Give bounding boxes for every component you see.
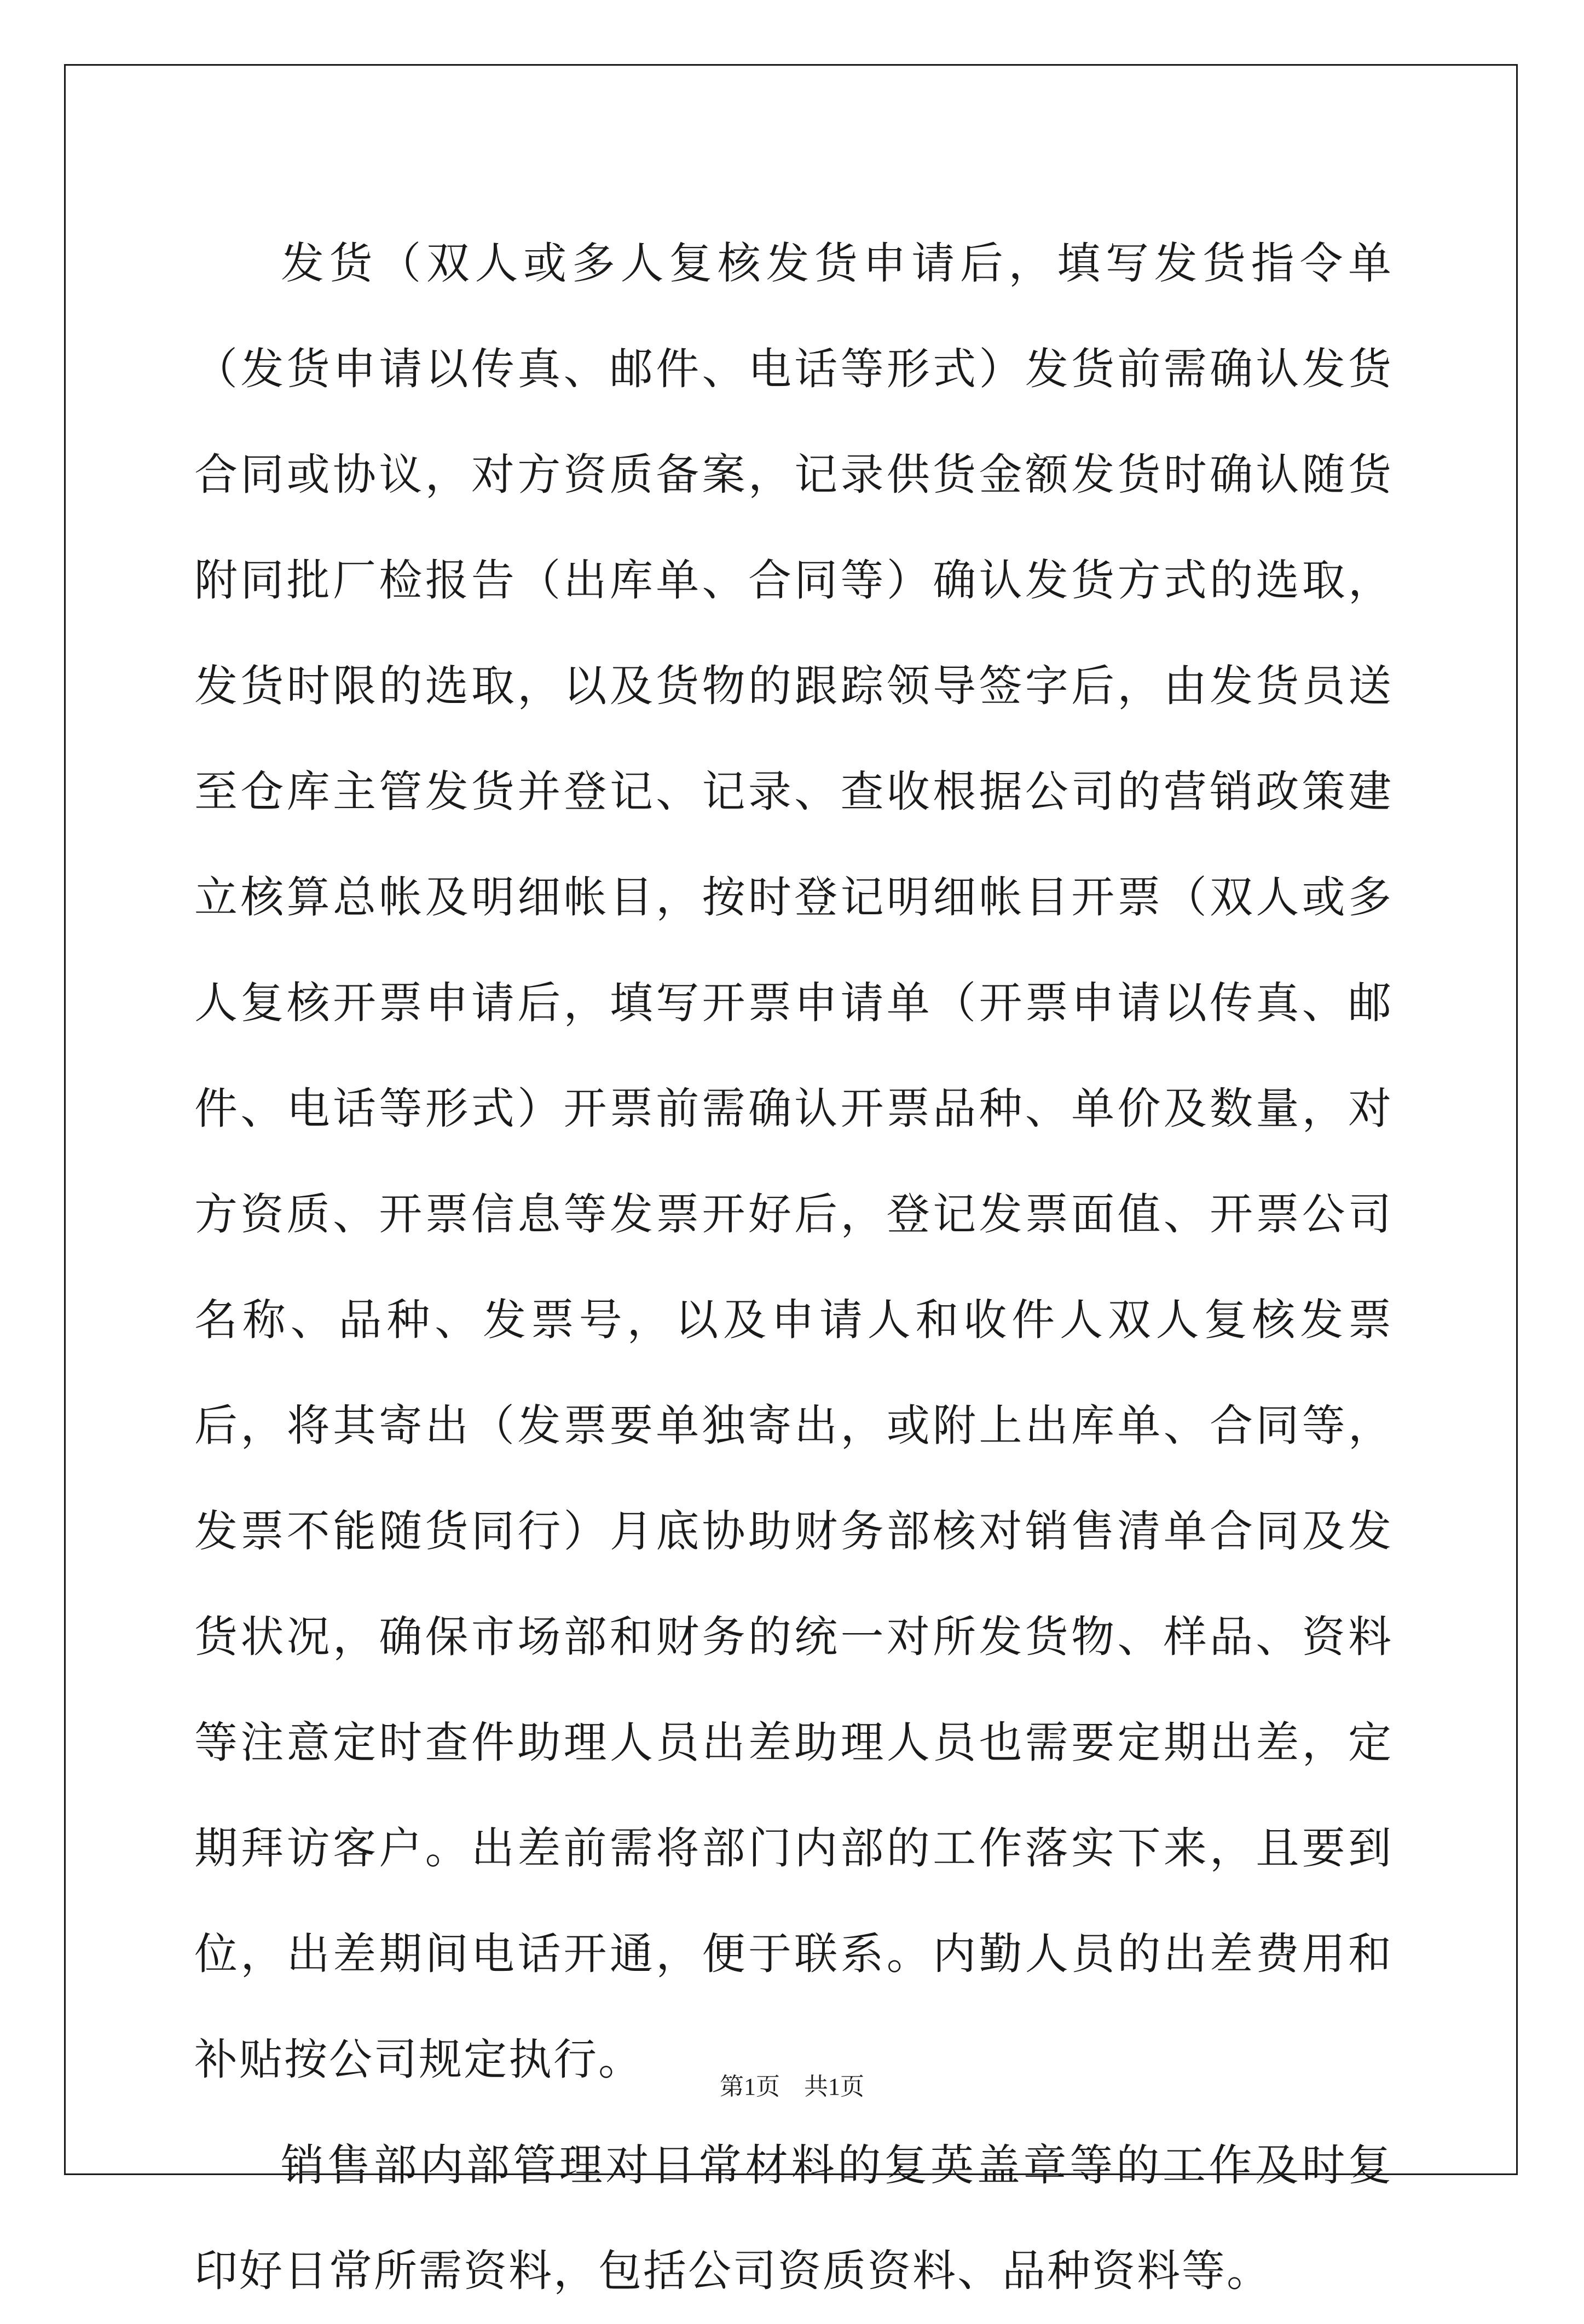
document-body xyxy=(194,211,1393,2324)
paragraph-2: 销售部内部管理对日常材料的复英盖章等的工作及时复印好日常所需资料，包括公司资质资料、品种资料等。 xyxy=(194,2140,1393,2296)
page-footer xyxy=(0,2071,1584,2103)
footer-spacer xyxy=(780,2073,804,2100)
page-total: 共1页 xyxy=(804,2073,864,2100)
paragraph-1: 发货（双人或多人复核发货申请后，填写发货指令单（发货申请以传真、邮件、电话等形式）发货前需确认发货合同或协议，对方资质备案，记录供货金额发货时确认随货附同批厂检报告（出库单、合同等）确认发货方式的选取，发货时限的选取，以及货物的跟踪领导签字后，由发货员送至仓库主管发货并登记、记录、查收根据公司的营销政策建立核算总帐及明细帐目，按时登记明细帐目开票（双人或多人复核开票申请后，填写开票申请单（开票申请以传真、邮件、电话等形式）开票前需确认开票品种、单价及数量，对方资质、开票信息等发票开好后，登记发票面值、开票公司名称、品种、发票号，以及申请人和收件人双人复核发票后，将其寄出（发票要单独寄出，或附上出库单、合同等，发票不能随货同行）月底协助财务部核对销售清单合同及发货状况，确保市场部和财务的统一对所发货物、样品、资料等注意定时查件助理人员出差助理人员也需要定期出差，定期拜访客户。出差前需将部门内部的工作落实下来，且要到位，出差期间电话开通，便于联系。内勤人员的出差费用和补贴按公司规定执行。 xyxy=(194,238,1393,2085)
page-number: 第1页 xyxy=(720,2073,780,2100)
